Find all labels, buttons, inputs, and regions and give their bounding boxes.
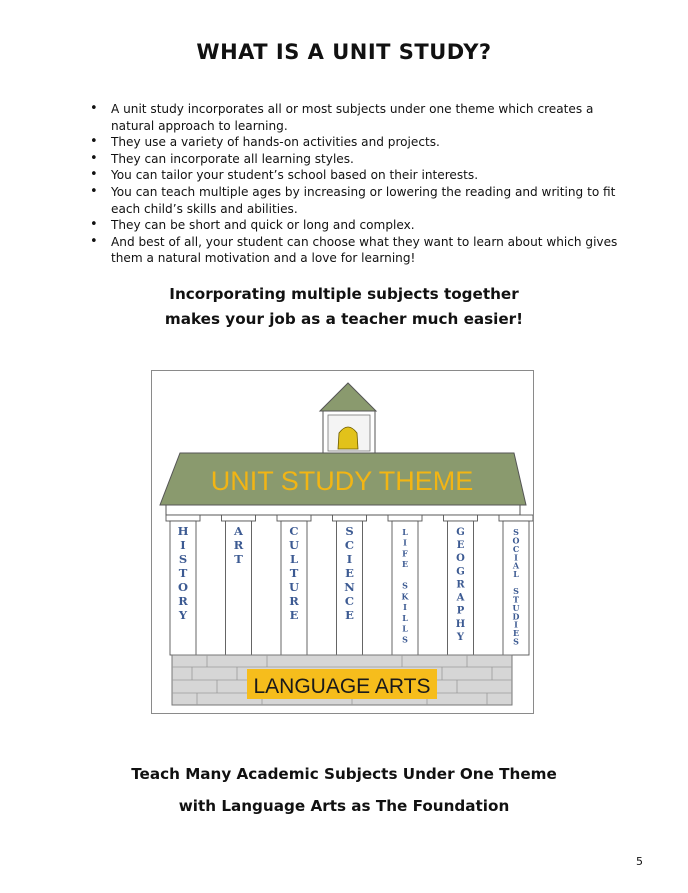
roof-label: UNIT STUDY THEME <box>210 466 474 496</box>
pillar-culture <box>277 515 311 655</box>
pillar-social-studies <box>499 515 533 655</box>
pillar-letter: I <box>346 552 353 566</box>
pillar-letter: T <box>513 594 519 605</box>
bullet-item: • They can be short and quick or long and complex. <box>90 217 630 234</box>
pillar-letter: A <box>456 592 465 604</box>
pillar-letter: U <box>288 580 300 594</box>
building-svg <box>152 371 533 713</box>
pillar-letter: G <box>456 527 465 538</box>
pillar-capital <box>499 515 533 521</box>
pillar-capital <box>166 515 200 521</box>
unit-study-building-illustration <box>151 370 534 714</box>
pillar-letter: G <box>456 566 465 578</box>
pillar-letter: R <box>178 594 188 608</box>
pillar-letter: S <box>402 634 408 645</box>
pillar-letter: O <box>177 580 189 594</box>
pillar-letter: E <box>401 559 409 570</box>
pillar-letter: F <box>402 548 408 559</box>
page-title: WHAT IS A UNIT STUDY? <box>196 40 492 64</box>
pillar-letter: R <box>456 579 465 591</box>
pillar-letter: S <box>513 636 519 647</box>
pillar-letter: H <box>455 618 466 630</box>
bullet-item: • You can tailor your student’s school based on their interests. <box>90 167 630 184</box>
bullet-item: • They can incorporate all learning styles. <box>90 151 630 168</box>
pillar-letter: I <box>514 619 518 630</box>
pillar-letter: I <box>514 552 518 563</box>
bullet-item: • They use a variety of hands-on activities and projects. <box>90 134 630 151</box>
pillar-letter: Y <box>456 631 465 643</box>
pillar-letter: R <box>289 594 299 608</box>
pillar-letter: C <box>344 538 355 552</box>
pillar-capital <box>222 515 256 521</box>
pillar-letter: I <box>403 537 407 548</box>
pillar-letter: S <box>513 527 519 537</box>
pillar-letter: T <box>234 552 243 566</box>
pillar-letter: Y <box>178 608 188 622</box>
pillar-letter: U <box>288 538 300 552</box>
pillar-letter: E <box>345 608 354 622</box>
pillar-letter: I <box>403 602 407 613</box>
pillar-letter: S <box>178 552 188 566</box>
pillar-letter: U <box>512 602 520 613</box>
pillar-geography <box>444 515 478 655</box>
pillar-letter: A <box>512 560 520 571</box>
pillar-letter: S <box>402 580 408 591</box>
pillar-art <box>222 515 256 655</box>
bullet-item: • And best of all, your student can choose what they want to learn about which gives them a natural motivation and a love for learning! <box>90 234 630 267</box>
pillar-letter: L <box>402 527 408 537</box>
entablature <box>166 505 520 515</box>
pillar-letter: C <box>344 594 355 608</box>
pillar-letter: L <box>402 623 408 634</box>
tagline-line-1: Incorporating multiple subjects together <box>169 285 519 303</box>
bullet-list <box>90 101 630 267</box>
cupola-roof <box>320 383 376 411</box>
pillar-letter: D <box>512 611 520 622</box>
pillar-capital <box>277 515 311 521</box>
bell-icon <box>338 427 358 449</box>
pillar-letter: S <box>345 524 354 538</box>
bullet-item: • You can teach multiple ages by increasing or lowering the reading and writing to fit each child’s skills and abilities. <box>90 184 630 217</box>
pillar-letter: O <box>456 553 465 565</box>
foundation-label: LANGUAGE ARTS <box>253 675 431 698</box>
pillar-capital <box>444 515 478 521</box>
pillar-life-skills <box>388 515 422 655</box>
pillar-letter: C <box>289 524 299 538</box>
pillar-letter: I <box>180 538 186 552</box>
pillar-history <box>166 515 200 655</box>
pillar-capital <box>333 515 367 521</box>
pillars-group <box>166 515 533 655</box>
pillar-letter: T <box>178 566 188 580</box>
pillar-science <box>333 515 367 655</box>
footer-line-1: Teach Many Academic Subjects Under One Theme <box>131 765 557 783</box>
pillar-letter: L <box>289 552 299 566</box>
pillar-letter: L <box>402 612 408 623</box>
pillar-letter: P <box>456 605 465 617</box>
tagline-line-2: makes your job as a teacher much easier! <box>164 310 524 328</box>
page-number: 5 <box>636 855 643 868</box>
pillar-letter: O <box>512 535 520 546</box>
pillar-letter: E <box>345 566 354 580</box>
pillar-letter: E <box>456 540 465 552</box>
pillar-letter: A <box>234 524 243 538</box>
pillar-letter: T <box>289 566 299 580</box>
pillar-letter: R <box>233 538 244 552</box>
pillar-letter: E <box>289 608 299 622</box>
footer-line-2: with Language Arts as The Foundation <box>178 797 510 815</box>
pillar-letter: N <box>344 580 355 594</box>
pillar-letter: S <box>513 586 519 596</box>
pillar-letter: E <box>512 628 520 639</box>
bullet-item: • A unit study incorporates all or most subjects under one theme which creates a natural approach to learning. <box>90 101 630 134</box>
pillar-capital <box>388 515 422 521</box>
pillar-letter: L <box>513 569 519 580</box>
pillar-letter: H <box>177 524 189 538</box>
pillar-letter: C <box>512 543 520 554</box>
pillar-letter: K <box>401 591 409 602</box>
